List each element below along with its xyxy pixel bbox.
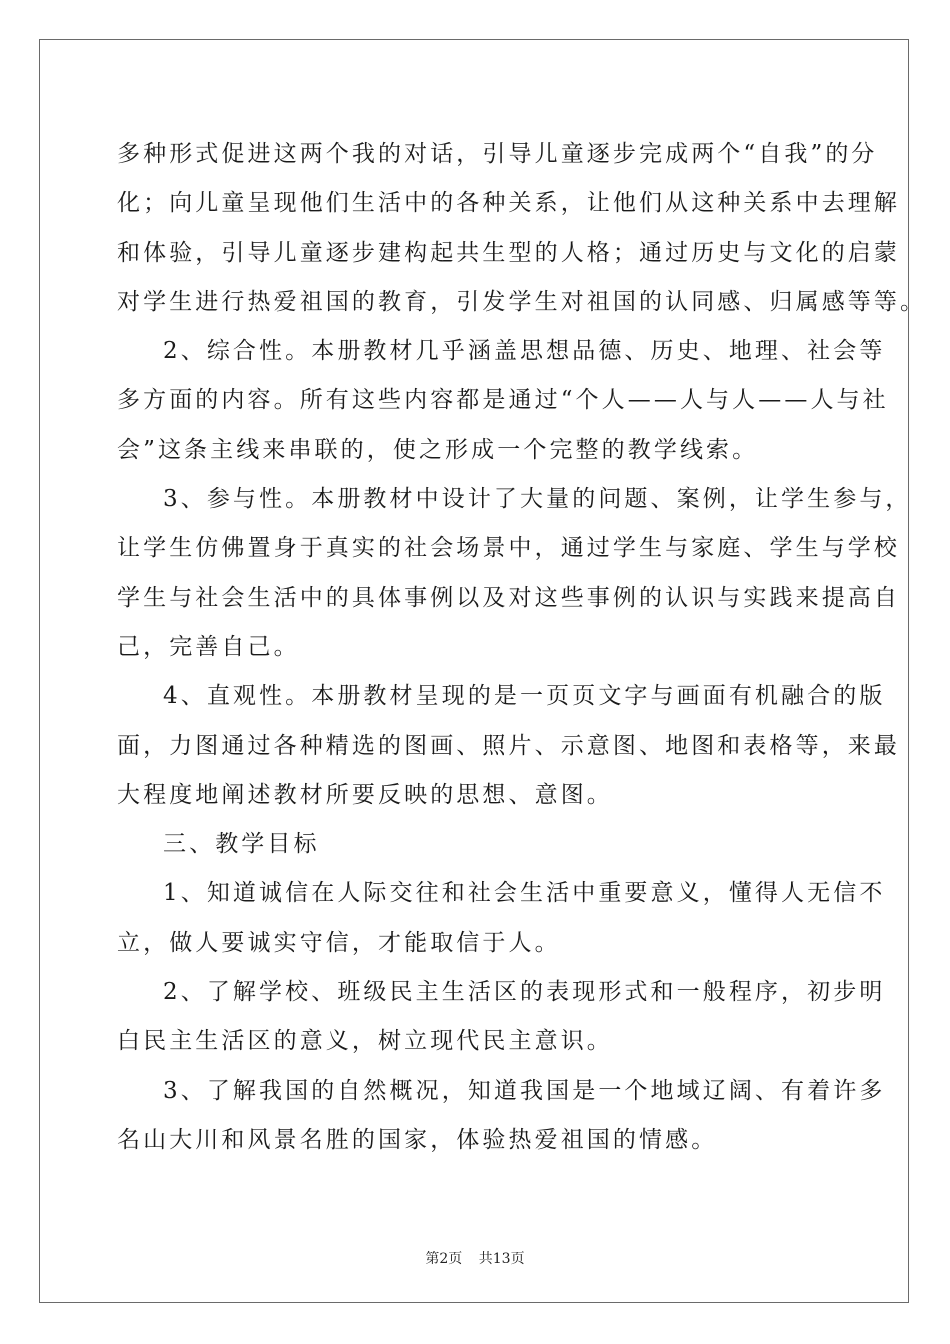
text-line: 4、直观性。本册教材呈现的是一页页文字与画面有机融合的版 (163, 683, 886, 710)
text-line: 对学生进行热爱祖国的教育，引发学生对祖国的认同感、归属感等等。 (117, 288, 927, 315)
text-line: 己，完善自己。 (117, 633, 300, 660)
text-line: 名山大川和风景名胜的国家，体验热爱祖国的情感。 (117, 1126, 718, 1153)
text-line: 3、了解我国的自然概况，知道我国是一个地域辽阔、有着许多 (163, 1077, 886, 1104)
text-line: 让学生仿佛置身于真实的社会场景中，通过学生与家庭、学生与学校 (117, 535, 900, 562)
text-line: 白民主生活区的意义，树立现代民主意识。 (117, 1028, 613, 1055)
page-number: 第2页 (425, 1251, 463, 1267)
text-line: 3、参与性。本册教材中设计了大量的问题、案例，让学生参与， (163, 486, 912, 513)
text-line: 2、综合性。本册教材几乎涵盖思想品德、历史、地理、社会等 (163, 338, 886, 365)
text-line: 三、教学目标 (163, 831, 320, 858)
text-line: 会”这条主线来串联的，使之形成一个完整的教学线索。 (117, 436, 759, 463)
text-line: 多种形式促进这两个我的对话，引导儿童逐步完成两个“自我”的分 (117, 141, 878, 167)
text-line: 面，力图通过各种精选的图画、照片、示意图、地图和表格等，来最 (117, 732, 900, 759)
text-line: 和体验，引导儿童逐步建构起共生型的人格；通过历史与文化的启蒙 (117, 239, 900, 266)
text-line: 多方面的内容。所有这些内容都是通过“个人——人与人——人与社 (117, 387, 889, 414)
text-line: 化；向儿童呈现他们生活中的各种关系，让他们从这种关系中去理解 (117, 190, 900, 217)
text-line: 1、知道诚信在人际交往和社会生活中重要意义，懂得人无信不 (163, 880, 886, 907)
text-line: 学生与社会生活中的具体事例以及对这些事例的认识与实践来提高自 (117, 584, 900, 611)
text-line: 立，做人要诚实守信，才能取信于人。 (117, 929, 561, 956)
text-line: 大程度地阐述教材所要反映的思想、意图。 (117, 781, 613, 808)
page-footer (0, 1248, 950, 1268)
text-line: 2、了解学校、班级民主生活区的表现形式和一般程序，初步明 (163, 979, 886, 1006)
total-pages: 共13页 (478, 1251, 525, 1267)
document-body (117, 130, 927, 1165)
